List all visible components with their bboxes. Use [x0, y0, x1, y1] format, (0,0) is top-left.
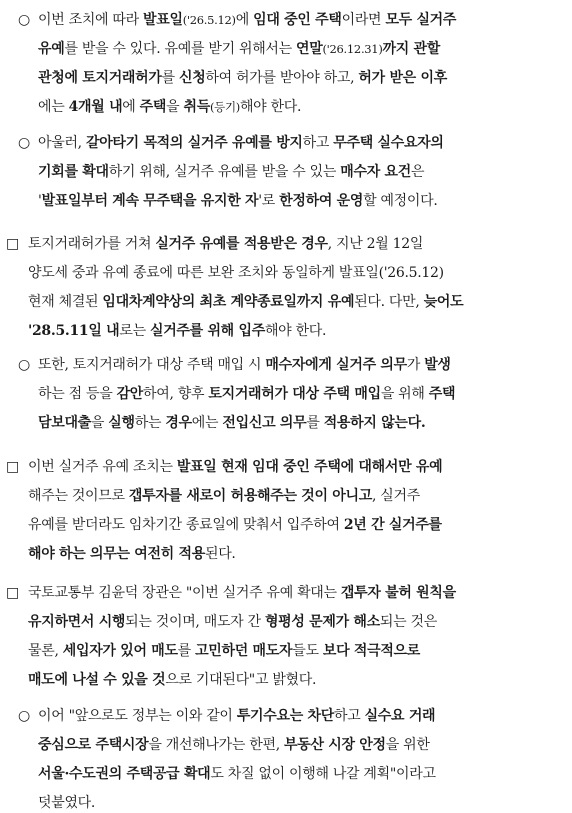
text-span: 를 받을 수 있다. 유예를 받기 위해서는 [64, 41, 297, 57]
text-line [28, 583, 456, 603]
text-span: 하기 위해, 실거주 유예를 받을 수 있는 [108, 164, 341, 180]
text-line [38, 39, 440, 59]
text-span: 가 [406, 357, 425, 373]
bold-text: 전입신고 의무 [222, 415, 307, 431]
text-line [28, 544, 236, 564]
text-span: 이라면 [341, 12, 386, 28]
text-line [38, 97, 301, 117]
text-span: 하는 [134, 415, 166, 431]
text-span: 를 [161, 70, 179, 86]
text-line [38, 162, 424, 182]
bold-text: 보다 적극적으로 [322, 643, 420, 659]
text-span: (등기) [209, 100, 240, 114]
text-line [38, 706, 435, 726]
text-span: 유예를 받더라도 임차기간 종료일에 맞춰서 입주하여 [28, 517, 344, 533]
bold-text: 발생 [424, 357, 451, 373]
text-span: 토지거래허가를 거쳐 [28, 236, 156, 252]
text-span: 되는 것이며, 매도자 간 [125, 614, 265, 630]
text-line [38, 191, 438, 211]
text-span: 들도 [292, 643, 323, 659]
bold-text: '28.5.11일 내 [28, 323, 120, 339]
bold-text: 발표일 [143, 12, 183, 28]
text-line [28, 234, 423, 254]
bold-text: 무주택 실수요자의 [333, 135, 444, 151]
bold-text: 4개월 내 [68, 99, 123, 115]
text-span: 되는 것은 [379, 614, 437, 630]
bold-text: 까지 관할 [382, 41, 440, 57]
text-span: 하여 허가를 받아야 하고, [205, 70, 359, 86]
text-line [38, 68, 447, 88]
bold-text: 매수자에게 실거주 의무 [265, 357, 407, 373]
text-span: ' [38, 193, 42, 209]
bold-text: 투기수요는 차단 [236, 708, 334, 724]
text-span: 을 개선해나가는 한편, [148, 737, 284, 753]
text-span: 된다. 다만, [354, 294, 424, 310]
text-line [38, 764, 436, 784]
text-line [38, 355, 451, 375]
text-line [28, 263, 444, 283]
bold-text: 경우 [165, 415, 192, 431]
text-span: 를 [177, 643, 196, 659]
text-span: 하고 [333, 708, 365, 724]
bold-text: 해야 하는 의무는 여전히 적용 [28, 546, 205, 562]
bold-text: 세입자가 있어 매도 [62, 643, 178, 659]
bold-text: 임대 중인 주택 [253, 12, 342, 28]
bold-text: 주택 [139, 99, 167, 115]
text-line [28, 670, 316, 690]
text-line [38, 133, 444, 153]
bold-text: 적용하지 않는다. [323, 415, 426, 431]
text-span: 을 [166, 99, 184, 115]
text-span: 에 [122, 99, 140, 115]
bold-text: 서울·수도권의 주택공급 확대 [38, 766, 211, 782]
bold-text: 한정하여 운영 [279, 193, 364, 209]
text-span: 은 [410, 164, 425, 180]
text-line [28, 515, 442, 535]
bold-text: 부동산 시장 안정 [284, 737, 386, 753]
text-span: 을 [90, 415, 109, 431]
text-span: 덧붙였다. [38, 795, 96, 811]
bold-text: 주택 [428, 386, 456, 402]
bold-text: 매수자 요건 [340, 164, 411, 180]
text-span: 국토교통부 김윤덕 장관은 "이번 실거주 유예 확대는 [28, 585, 341, 601]
bold-text: 고민하던 매도자 [195, 643, 293, 659]
text-span: '로 [258, 193, 280, 209]
text-line [28, 486, 420, 506]
bold-text: 중심으로 주택시장 [38, 737, 149, 753]
bold-text: 매도에 나설 수 있을 것 [28, 672, 166, 688]
bold-text: 기회를 확대 [38, 164, 109, 180]
square-bullet-icon: □ [6, 236, 20, 252]
text-span: 이어 "앞으로도 정부는 이와 같이 [38, 708, 237, 724]
bold-text: 담보대출 [38, 415, 91, 431]
text-span: 이번 조치에 따라 [38, 12, 144, 28]
bold-text: 신청 [178, 70, 206, 86]
bold-text: 실수요 거래 [364, 708, 436, 724]
text-line [38, 413, 425, 433]
bold-text: 허가 받은 이후 [358, 70, 447, 86]
bold-text: 관청에 토지거래허가 [38, 70, 162, 86]
text-line [28, 292, 463, 312]
bold-text: 갈아타기 목적의 실거주 유예를 방지 [85, 135, 303, 151]
bold-text: 취득 [183, 99, 210, 115]
circle-bullet-icon: ○ [18, 135, 31, 151]
bold-text: 감안 [116, 386, 144, 402]
text-span: ('26.5.12) [182, 13, 236, 27]
bold-text: 형평성 문제가 해소 [264, 614, 380, 630]
bold-text: 발표일부터 계속 무주택을 유지한 자 [41, 193, 259, 209]
text-span: 에는 [191, 415, 223, 431]
text-span: 으로 기대된다"고 밝혔다. [165, 672, 317, 688]
text-line [28, 321, 326, 341]
bold-text: 2년 간 실거주를 [343, 517, 442, 533]
bold-text: 실거주 유예를 적용받은 경우 [155, 236, 328, 252]
text-span: 에 [235, 12, 254, 28]
bold-text: 발표일 현재 임대 중인 주택에 대해서만 유예 [176, 459, 443, 475]
bold-text: 토지거래허가 대상 주택 매입 [208, 386, 381, 402]
text-span: 하는 점 등을 [38, 386, 117, 402]
text-span: 을 위한 [385, 737, 430, 753]
text-span: 또한, 토지거래허가 대상 주택 매입 시 [38, 357, 266, 373]
bold-text: 연말 [296, 41, 323, 57]
square-bullet-icon: □ [6, 459, 20, 475]
text-span: 도 차질 없이 이행해 나갈 계획"이라고 [210, 766, 436, 782]
text-span: 된다. [204, 546, 236, 562]
text-line [38, 793, 95, 813]
circle-bullet-icon: ○ [18, 357, 31, 373]
text-span: , 지난 2월 12일 [327, 236, 424, 252]
bold-text: 갭투자 불허 원칙을 [340, 585, 456, 601]
bold-text: 임대차계약상의 최초 계약종료일까지 유예 [102, 294, 355, 310]
text-span: 아울러, [38, 135, 86, 151]
text-line [38, 384, 455, 404]
text-line [38, 735, 430, 755]
text-span: 해주는 것이므로 [28, 488, 129, 504]
text-line [28, 641, 420, 661]
text-line [28, 457, 442, 477]
text-span: 에는 [38, 99, 69, 115]
bold-text: 갭투자를 새로이 허용해주는 것이 아니고 [128, 488, 372, 504]
square-bullet-icon: □ [6, 585, 20, 601]
text-span: 할 예정이다. [363, 193, 438, 209]
text-span: 물론, [28, 643, 63, 659]
text-span: 해야 한다. [264, 323, 327, 339]
text-span: 양도세 중과 유예 종료에 따른 보완 조치와 동일하게 발표일('26.5.12) [28, 265, 444, 281]
text-span: 로는 [119, 323, 150, 339]
circle-bullet-icon: ○ [18, 12, 31, 28]
text-span: 해야 한다. [239, 99, 302, 115]
text-line [38, 10, 456, 30]
text-span: 을 위해 [380, 386, 429, 402]
circle-bullet-icon: ○ [18, 708, 31, 724]
text-span: , 실거주 [371, 488, 420, 504]
bold-text: 실행 [108, 415, 135, 431]
text-span: ('26.12.31) [322, 42, 383, 56]
bold-text: 모두 실거주 [385, 12, 457, 28]
bold-text: 유예 [38, 41, 65, 57]
text-span: 하여, 향후 [143, 386, 209, 402]
bold-text: 유지하면서 시행 [28, 614, 126, 630]
text-line [28, 612, 437, 632]
text-span: 를 [306, 415, 324, 431]
text-span: 현재 체결된 [28, 294, 103, 310]
text-span: 하고 [302, 135, 334, 151]
bold-text: 늦어도 [423, 294, 464, 310]
bold-text: 실거주를 위해 입주 [149, 323, 265, 339]
text-span: 이번 실거주 유예 조치는 [28, 459, 177, 475]
